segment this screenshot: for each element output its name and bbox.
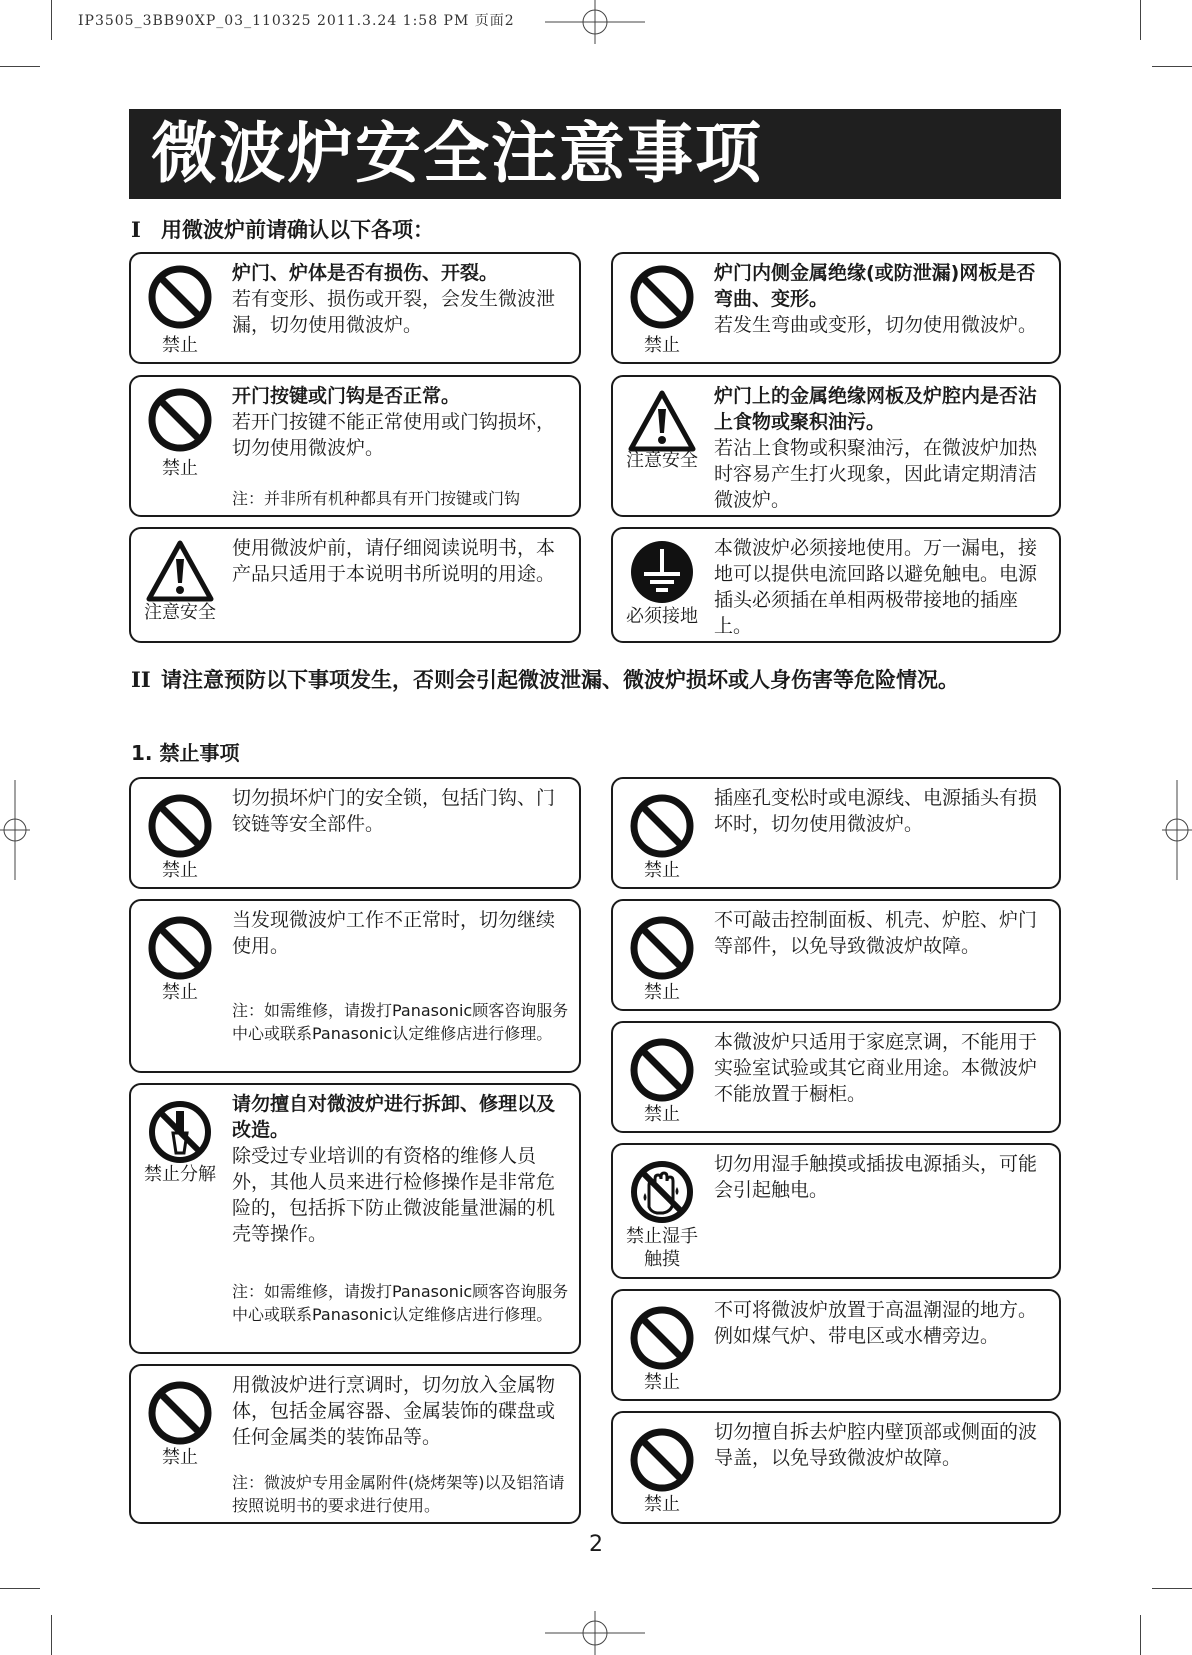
notice-box [611, 899, 1061, 1011]
notice-body: 除受过专业培训的有资格的维修人员外，其他人员来进行检修操作是非常危险的，包括拆下防止微波能量泄漏的机壳等操作。 [232, 1145, 556, 1245]
icon-label: 禁止 [162, 458, 198, 479]
notice-body: 本微波炉只适用于家庭烹调，不能用于实验室试验或其它商业用途。本微波炉不能放置于橱柜。 [714, 1031, 1038, 1105]
notice-body: 插座孔变松时或电源线、电源插头有损坏时，切勿使用微波炉。 [714, 787, 1038, 835]
icon-label: 禁止 [162, 335, 198, 356]
crop-mark [1152, 1588, 1192, 1589]
notice-body: 切勿擅自拆去炉腔内壁顶部或侧面的波导盖，以免导致微波炉故障。 [714, 1421, 1038, 1469]
notice-box [129, 375, 581, 517]
notice-text [714, 1151, 1051, 1203]
no-wet-hands-icon [627, 1157, 697, 1227]
icon-label: 注意安全 [626, 450, 698, 471]
registration-mark-top [545, 0, 645, 44]
notice-text [232, 535, 571, 587]
notice-emphasis: 炉门、炉体是否有损伤、开裂。 [232, 262, 499, 284]
notice-body: 切勿损坏炉门的安全锁，包括门钩、门铰链等安全部件。 [232, 787, 556, 835]
prohibit-icon [145, 385, 215, 455]
icon-label: 禁止 [644, 335, 680, 356]
page-title: 微波炉安全注意事项 [151, 115, 763, 192]
prohibit-icon [627, 262, 697, 332]
icon-label: 禁止湿手触摸 [626, 1226, 698, 1270]
page-number: 2 [589, 1532, 603, 1557]
section1-number: I [131, 217, 141, 242]
notice-box [611, 252, 1061, 364]
notice-body: 切勿用湿手触摸或插拔电源插头，可能会引起触电。 [714, 1153, 1038, 1201]
crop-mark [51, 1615, 52, 1655]
prohibit-icon [627, 1425, 697, 1495]
prohibit-icon [627, 1303, 697, 1373]
icon-label: 必须接地 [626, 606, 698, 627]
crop-mark [0, 1588, 40, 1589]
notice-text [232, 907, 571, 959]
section2-title: 请注意预防以下事项发生，否则会引起微波泄漏、微波炉损坏或人身伤害等危险情况。 [161, 668, 959, 692]
icon-label: 禁止 [162, 1447, 198, 1468]
notice-body: 若开门按键不能正常使用或门钩损坏，切勿使用微波炉。 [232, 411, 556, 459]
crop-mark [0, 66, 40, 67]
notice-note: 注：如需维修，请拨打Panasonic顾客咨询服务中心或联系Panasonic认定维修店进行修理。 [232, 1282, 569, 1324]
notice-body: 本微波炉必须接地使用。万一漏电，接地可以提供电流回路以避免触电。电源插头必须插在单相两极带接地的插座上。 [714, 537, 1038, 637]
icon-label: 禁止 [162, 860, 198, 881]
notice-text [232, 785, 571, 837]
notice-text [232, 1372, 571, 1450]
caution-icon [627, 387, 697, 457]
notice-text [232, 1091, 571, 1247]
registration-mark-left [0, 780, 30, 880]
notice-box [611, 1021, 1061, 1133]
notice-text [714, 785, 1051, 837]
notice-box [611, 375, 1061, 517]
section2-subheading: 1. 禁止事项 [131, 741, 240, 765]
notice-body: 若发生弯曲或变形，切勿使用微波炉。 [714, 314, 1038, 336]
notice-box [129, 1364, 581, 1524]
notice-body: 不可敲击控制面板、机壳、炉腔、炉门等部件，以免导致微波炉故障。 [714, 909, 1038, 957]
title-bar [129, 109, 1061, 199]
prohibit-icon [627, 791, 697, 861]
notice-text [714, 535, 1051, 639]
notice-body: 用微波炉进行烹调时，切勿放入金属物体，包括金属容器、金属装饰的碟盘或任何金属类的装饰品等。 [232, 1374, 556, 1448]
crop-mark [51, 0, 52, 40]
prohibit-icon [145, 262, 215, 332]
notice-box [611, 777, 1061, 889]
notice-box [129, 1083, 581, 1354]
icon-label: 注意安全 [144, 602, 216, 623]
notice-box [129, 527, 581, 643]
icon-label: 禁止 [644, 1494, 680, 1515]
prohibit-icon [145, 791, 215, 861]
icon-label: 禁止分解 [144, 1164, 216, 1185]
notice-body: 若有变形、损伤或开裂，会发生微波泄漏，切勿使用微波炉。 [232, 288, 556, 336]
section2-heading [131, 666, 1061, 694]
notice-text [714, 260, 1051, 338]
notice-emphasis: 炉门内侧金属绝缘(或防泄漏)网板是否弯曲、变形。 [714, 262, 1036, 310]
notice-text [714, 907, 1051, 959]
caution-icon [145, 537, 215, 607]
registration-mark-right [1162, 780, 1192, 880]
prohibit-icon [145, 1378, 215, 1448]
notice-text [714, 1419, 1051, 1471]
notice-emphasis: 炉门上的金属绝缘网板及炉腔内是否沾上食物或聚积油污。 [714, 385, 1038, 433]
prohibit-icon [627, 1035, 697, 1105]
notice-body: 若沾上食物或积聚油污，在微波炉加热时容易产生打火现象，因此请定期清洁微波炉。 [714, 437, 1038, 511]
notice-box [611, 527, 1061, 643]
notice-body: 不可将微波炉放置于高温潮湿的地方。例如煤气炉、带电区或水槽旁边。 [714, 1299, 1038, 1347]
notice-text [714, 1029, 1051, 1107]
crop-mark [1140, 0, 1141, 40]
icon-label: 禁止 [644, 1104, 680, 1125]
notice-emphasis: 开门按键或门钩是否正常。 [232, 385, 461, 407]
crop-mark [1140, 1615, 1141, 1655]
notice-body: 使用微波炉前，请仔细阅读说明书，本产品只适用于本说明书所说明的用途。 [232, 537, 556, 585]
icon-label: 禁止 [644, 1372, 680, 1393]
notice-note: 注：微波炉专用金属附件(烧烤架等)以及铝箔请按照说明书的要求进行使用。 [232, 1473, 565, 1515]
notice-box [129, 252, 581, 364]
section1-title: 用微波炉前请确认以下各项： [161, 218, 434, 242]
notice-emphasis: 请勿擅自对微波炉进行拆卸、修理以及改造。 [232, 1093, 556, 1141]
no-disassembly-icon [145, 1097, 215, 1167]
prohibit-icon [145, 913, 215, 983]
icon-label: 禁止 [644, 982, 680, 1003]
notice-text [232, 383, 571, 461]
prohibit-icon [627, 913, 697, 983]
print-header: IP3505_3BB90XP_03_110325 2011.3.24 1:58 PM 页面2 [78, 13, 515, 29]
notice-text [714, 1297, 1051, 1349]
icon-label: 禁止 [162, 982, 198, 1003]
ground-icon [627, 537, 697, 607]
notice-box [611, 1289, 1061, 1401]
section2-number: II [131, 667, 151, 692]
notice-text [232, 260, 571, 338]
notice-box [611, 1411, 1061, 1524]
registration-mark-bottom [545, 1611, 645, 1655]
notice-box [129, 777, 581, 889]
crop-mark [1152, 66, 1192, 67]
notice-box [129, 899, 581, 1073]
notice-body: 当发现微波炉工作不正常时，切勿继续使用。 [232, 909, 556, 957]
notice-box [611, 1143, 1061, 1279]
notice-text [714, 383, 1051, 513]
section1-heading [131, 216, 1031, 244]
notice-note: 注：如需维修，请拨打Panasonic顾客咨询服务中心或联系Panasonic认定维修店进行修理。 [232, 1001, 569, 1043]
notice-note: 注：并非所有机种都具有开门按键或门钩 [232, 489, 521, 508]
icon-label: 禁止 [644, 860, 680, 881]
